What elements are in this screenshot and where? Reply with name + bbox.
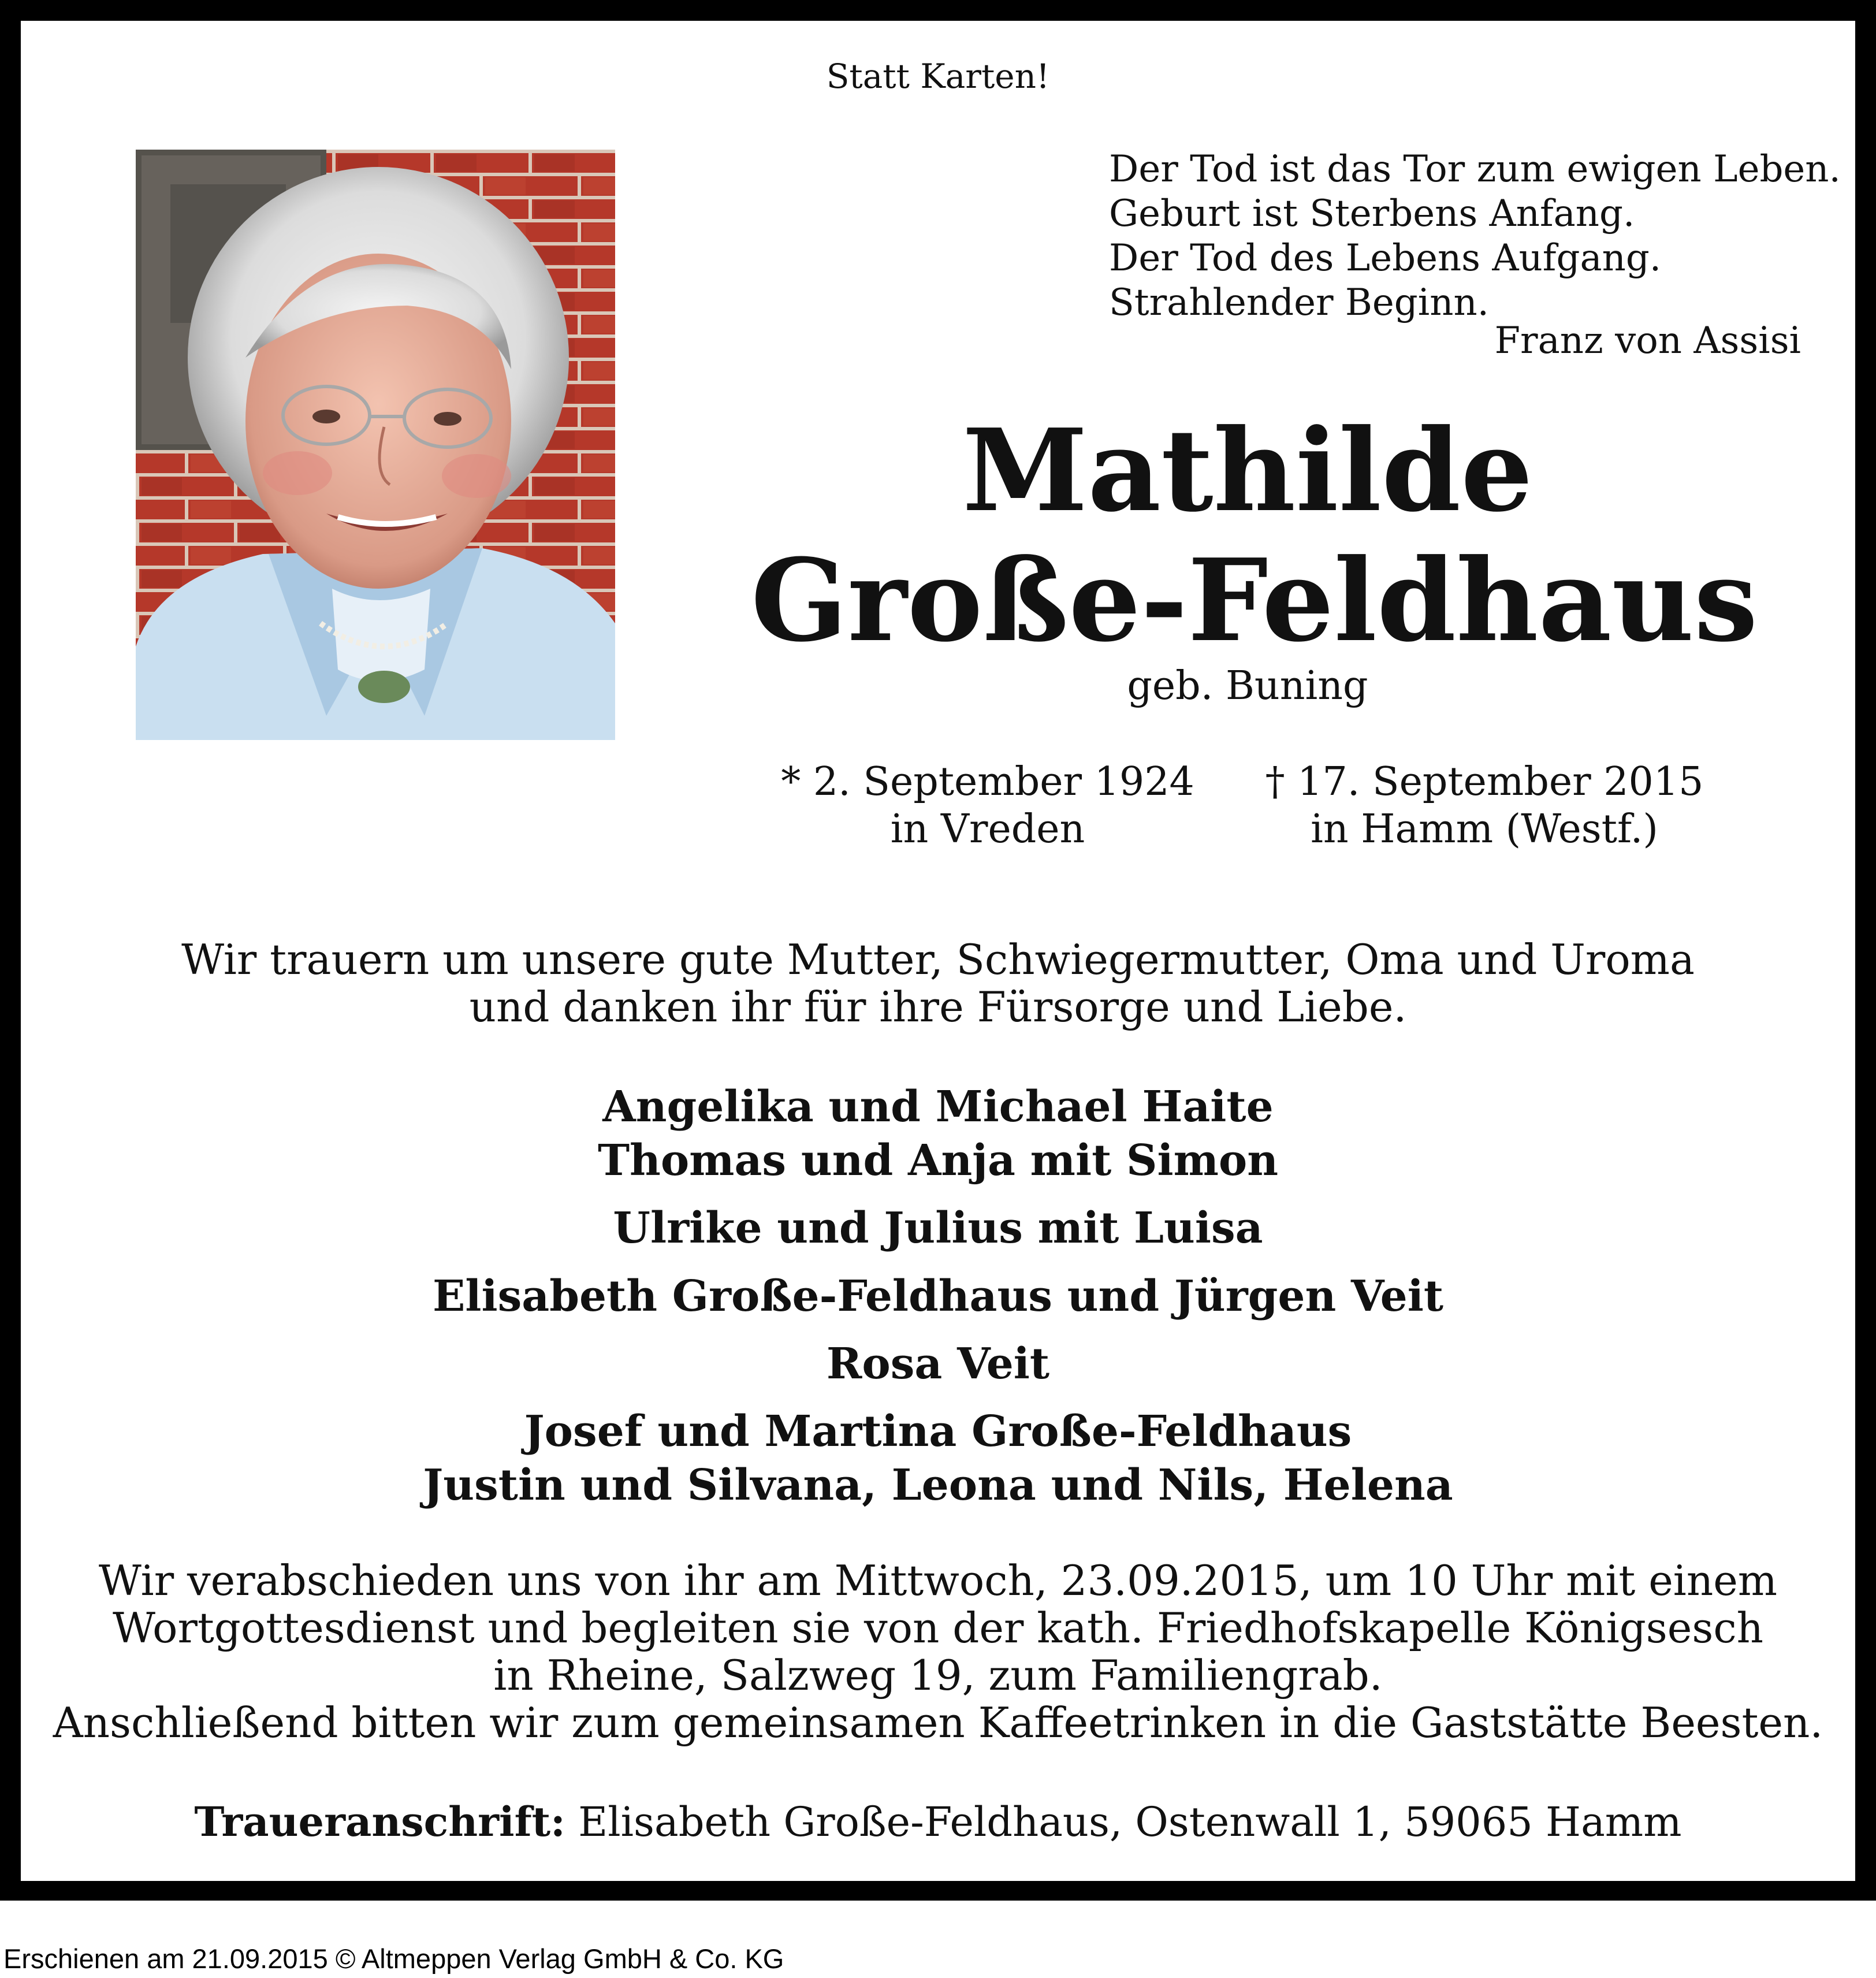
maiden-name: geb. Buning [1127,663,1368,709]
family-member-line: Ulrike und Julius mit Luisa [613,1203,1263,1253]
death-place: in Hamm (Westf.) [1311,806,1658,852]
service-line: Anschließend bitten wir zum gemeinsamen Kaffeetrinken in die Gaststätte Beesten. [53,1698,1823,1747]
family-member-line: Elisabeth Große-Feldhaus und Jürgen Veit [432,1271,1444,1321]
family-member-line: Angelika und Michael Haite [602,1082,1274,1132]
birth-place: in Vreden [890,806,1085,852]
quote-line: Der Tod des Lebens Aufgang. [1109,237,1662,280]
address-label: Traueranschrift: [194,1798,565,1846]
birth-info [768,759,1207,853]
mourning-line: Wir trauern um unsere gute Mutter, Schwiegermutter, Oma und Uroma [181,935,1695,984]
family-member-line: Justin und Silvana, Leona und Nils, Helena [423,1460,1453,1510]
family-member-line: Thomas und Anja mit Simon [597,1136,1279,1185]
service-line: Wir verabschieden uns von ihr am Mittwoch, 23.09.2015, um 10 Uhr mit einem [98,1556,1778,1605]
quote-author: Franz von Assisi [1494,319,1801,362]
quote-line: Der Tod ist das Tor zum ewigen Leben. [1109,148,1841,191]
deceased-last-name: Große-Feldhaus [751,534,1758,667]
mourning-text [0,936,1876,1031]
quote-line: Strahlender Beginn. [1109,281,1489,324]
service-line: in Rheine, Salzweg 19, zum Familiengrab. [493,1651,1383,1700]
family-member-line: Josef und Martina Große-Feldhaus [524,1407,1352,1456]
death-info [1236,759,1733,853]
quote [1109,147,1841,325]
condolence-address [0,1798,1876,1846]
service-text [0,1557,1876,1746]
publication-footer: Erschienen am 21.09.2015 © Altmeppen Verlag GmbH & Co. KG [3,1943,784,1974]
birth-date: * 2. September 1924 [781,759,1194,805]
quote-line: Geburt ist Sterbens Anfang. [1109,192,1635,235]
death-date: † 17. September 2015 [1265,759,1704,805]
mourning-line: und danken ihr für ihre Fürsorge und Liebe. [469,983,1407,1031]
deceased-first-name: Mathilde [962,404,1533,537]
address-value: Elisabeth Große-Feldhaus, Ostenwall 1, 59065 Hamm [565,1798,1682,1846]
portrait-photo [136,150,615,740]
header-note: Statt Karten! [826,57,1050,96]
service-line: Wortgottesdienst und begleiten sie von der kath. Friedhofskapelle Königsesch [112,1604,1764,1652]
family-member-line: Rosa Veit [826,1339,1050,1389]
